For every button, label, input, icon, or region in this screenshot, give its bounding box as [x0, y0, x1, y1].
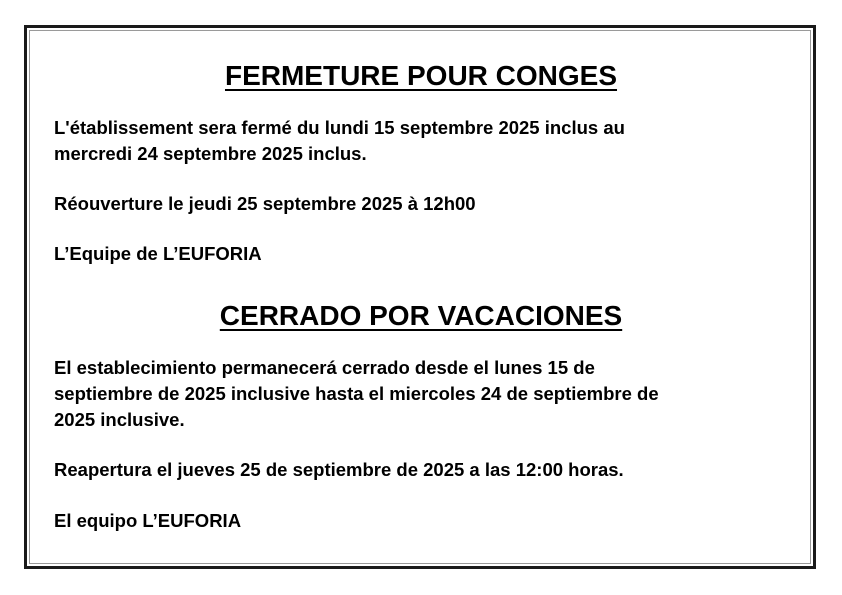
french-title-text: FERMETURE POUR CONGES	[224, 60, 618, 91]
notice-border	[24, 25, 816, 569]
spanish-closure-paragraph	[54, 355, 794, 433]
spanish-title-text: CERRADO POR VACACIONES	[219, 300, 623, 331]
french-closure-paragraph	[54, 115, 794, 167]
french-signature: L’Equipe de L’EUFORIA	[54, 243, 262, 264]
spanish-closure-line-1: El establecimiento permanecerá cerrado desde el lunes 15 de	[54, 357, 595, 378]
spanish-closure-line-3: 2025 inclusive.	[54, 409, 185, 430]
french-closure-line-2: mercredi 24 septembre 2025 inclus.	[54, 143, 367, 164]
spanish-closure-line-2: septiembre de 2025 inclusive hasta el miercoles 24 de septiembre de	[54, 383, 659, 404]
french-reopening-text: Réouverture le jeudi 25 septembre 2025 à 12h00	[54, 193, 476, 214]
french-title	[0, 60, 842, 92]
french-closure-line-1: L'établissement sera fermé du lundi 15 septembre 2025 inclus au	[54, 117, 625, 138]
spanish-title	[0, 300, 842, 332]
spanish-signature: El equipo L’EUFORIA	[54, 510, 242, 531]
spanish-reopening-text: Reapertura el jueves 25 de septiembre de 2025 a las 12:00 horas.	[54, 459, 624, 480]
